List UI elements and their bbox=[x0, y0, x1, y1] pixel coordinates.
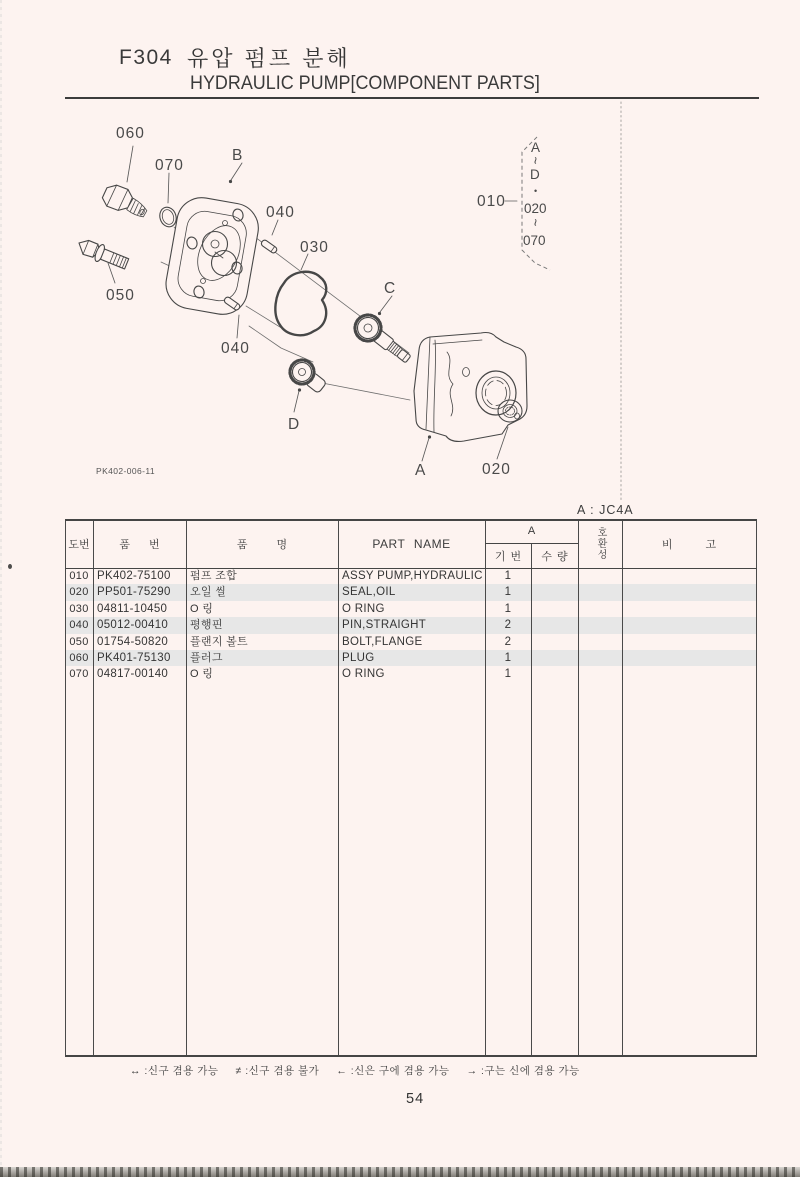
callout-040-upper: 040 bbox=[266, 204, 295, 221]
table-border-left bbox=[65, 519, 66, 1057]
cell-qty: 2 bbox=[504, 619, 512, 632]
header-ref: 도번 bbox=[68, 538, 90, 551]
header-part-no: 품 번 bbox=[119, 538, 160, 551]
table-border-right bbox=[756, 519, 757, 1057]
callout-040-lower: 040 bbox=[221, 340, 250, 357]
cell-pno: 04817-00140 bbox=[97, 668, 169, 681]
cell-pnm: BOLT,FLANGE bbox=[342, 635, 423, 648]
pump-body-drawing bbox=[414, 333, 527, 442]
group-note-dot: • bbox=[534, 186, 538, 196]
title-divider bbox=[65, 97, 759, 99]
header-part-name: PART NAME bbox=[372, 536, 451, 551]
cell-pnm: PIN,STRAIGHT bbox=[342, 619, 427, 632]
cell-nko: 오일 씰 bbox=[190, 586, 227, 599]
table-row bbox=[65, 568, 757, 584]
cell-qty: 1 bbox=[504, 586, 512, 599]
cell-nko: O 링 bbox=[190, 668, 214, 681]
cell-nko: 펌프 조합 bbox=[190, 570, 238, 582]
header-compat-text: 호환성 bbox=[595, 527, 606, 560]
cell-pnm: ASSY PUMP,HYDRAULIC bbox=[342, 570, 483, 582]
scan-bottom-edge bbox=[0, 1167, 800, 1177]
callout-a: A bbox=[415, 462, 427, 479]
cell-pno: PK402-75100 bbox=[97, 570, 171, 582]
cell-ref: 020 bbox=[69, 586, 89, 599]
table-row bbox=[65, 601, 757, 617]
col-line bbox=[578, 519, 579, 1057]
group-note-020: 020 bbox=[524, 201, 547, 216]
cell-ref: 010 bbox=[69, 570, 89, 582]
callout-020: 020 bbox=[482, 461, 511, 478]
group-a-divider bbox=[485, 543, 578, 544]
callout-050: 050 bbox=[106, 287, 135, 304]
col-line bbox=[485, 519, 486, 1057]
cell-ref: 040 bbox=[69, 619, 89, 632]
group-note-d: D bbox=[530, 167, 540, 182]
cell-qty: 2 bbox=[504, 635, 512, 648]
cell-pnm: SEAL,OIL bbox=[342, 586, 396, 599]
cell-pno: 04811-10450 bbox=[97, 602, 168, 615]
table-top-border bbox=[65, 519, 757, 521]
figure-reference-code: PK402-006-11 bbox=[96, 466, 155, 476]
cell-nko: O 링 bbox=[190, 602, 214, 615]
page-title-korean: 유압 펌프 분해 bbox=[187, 46, 351, 71]
plug-060-drawing bbox=[99, 180, 151, 225]
group-note-070: 070 bbox=[523, 233, 546, 248]
header-serial: 기 번 bbox=[494, 550, 522, 563]
page-title-english: HYDRAULIC PUMP[COMPONENT PARTS] bbox=[190, 72, 540, 94]
callout-010: 010 bbox=[477, 193, 506, 210]
oring-030-drawing bbox=[275, 272, 326, 335]
cell-pnm: PLUG bbox=[342, 652, 375, 664]
header-compat bbox=[578, 519, 622, 568]
table-row bbox=[65, 650, 757, 666]
parts-table bbox=[65, 519, 757, 1057]
table-row bbox=[65, 666, 757, 682]
callout-d: D bbox=[288, 416, 301, 433]
cell-qty: 1 bbox=[504, 652, 512, 664]
compatibility-legend bbox=[130, 1063, 580, 1078]
callout-070: 070 bbox=[155, 157, 184, 174]
cell-pno: PP501-75290 bbox=[97, 586, 171, 599]
cell-ref: 070 bbox=[69, 668, 89, 681]
variant-note: A : JC4A bbox=[577, 503, 634, 517]
table-row bbox=[65, 634, 757, 650]
page-code: F304 bbox=[119, 46, 173, 69]
page-number: 54 bbox=[406, 1091, 425, 1107]
cell-qty: 1 bbox=[504, 668, 512, 681]
scan-speck-artifact bbox=[8, 564, 12, 569]
gear-d-drawing bbox=[285, 355, 330, 397]
legend-item: ← :신은 구에 겸용 가능 bbox=[336, 1065, 450, 1077]
header-name-ko: 품 명 bbox=[236, 538, 288, 551]
bolt-050-drawing bbox=[75, 236, 130, 272]
cell-nko: 플랜지 볼트 bbox=[190, 635, 248, 648]
col-line bbox=[338, 519, 339, 1057]
cell-pno: 01754-50820 bbox=[97, 635, 169, 648]
cell-qty: 1 bbox=[504, 602, 512, 615]
group-note-tilde: ~ bbox=[527, 156, 543, 165]
legend-item: → :구는 신에 겸용 가능 bbox=[466, 1065, 580, 1077]
header-bottom-border bbox=[65, 568, 757, 569]
callout-030: 030 bbox=[300, 239, 329, 256]
cell-qty: 1 bbox=[504, 570, 512, 582]
cell-ref: 030 bbox=[69, 602, 89, 615]
callout-c: C bbox=[384, 280, 397, 297]
col-line bbox=[186, 519, 187, 1057]
callout-060: 060 bbox=[116, 125, 145, 142]
table-row bbox=[65, 584, 757, 600]
group-note-tilde2: ~ bbox=[527, 218, 543, 227]
scan-edge-artifact bbox=[0, 0, 2, 1177]
cell-pno: 05012-00410 bbox=[97, 619, 169, 632]
cell-pnm: O RING bbox=[342, 668, 385, 681]
legend-item: ↔ :신구 겸용 가능 bbox=[130, 1065, 219, 1077]
col-line bbox=[622, 519, 623, 1057]
cell-pno: PK401-75130 bbox=[97, 652, 171, 664]
cell-pnm: O RING bbox=[342, 602, 385, 615]
col-line bbox=[93, 519, 94, 1057]
table-row bbox=[65, 617, 757, 633]
table-bottom-border bbox=[65, 1055, 757, 1057]
pin-040-upper-drawing bbox=[260, 239, 278, 254]
col-line-sub bbox=[531, 543, 532, 1057]
flange-cover-drawing bbox=[162, 194, 262, 319]
header-qty: 수 량 bbox=[541, 550, 568, 563]
cell-ref: 050 bbox=[69, 635, 89, 648]
group-note-a: A bbox=[531, 140, 541, 155]
legend-item: ≠ :신구 겸용 불가 bbox=[235, 1065, 320, 1077]
callout-b: B bbox=[232, 147, 244, 164]
header-group-a: A bbox=[527, 525, 536, 537]
gear-c-drawing bbox=[350, 310, 416, 370]
cell-ref: 060 bbox=[69, 652, 89, 664]
cell-nko: 플러그 bbox=[190, 652, 223, 664]
cell-nko: 평행핀 bbox=[190, 619, 223, 632]
header-remarks: 비 고 bbox=[661, 538, 717, 551]
